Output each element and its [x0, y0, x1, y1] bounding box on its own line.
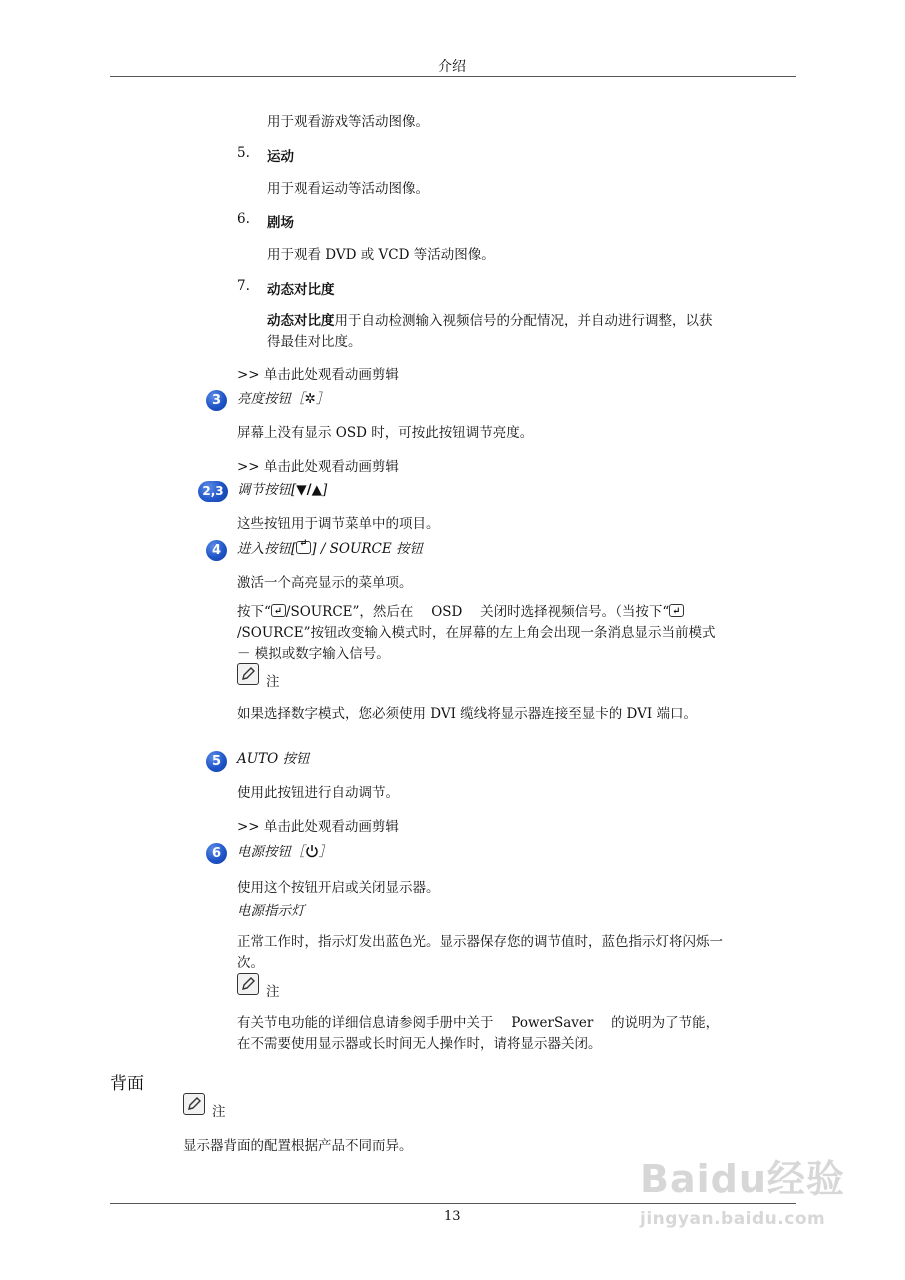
note-pencil-icon	[237, 663, 259, 685]
header-rule	[110, 76, 796, 77]
auto-title: AUTO 按钮	[237, 751, 310, 767]
list-item-number: 5.	[237, 145, 250, 161]
list-item-desc: 用于观看运动等活动图像。	[267, 181, 429, 197]
page-number: 13	[444, 1209, 461, 1224]
adjust-title: 调节按钮[▼/▲]	[237, 482, 328, 498]
note-label: 注	[266, 984, 280, 1000]
enter-desc-2: 按下“ ↵ /SOURCE”，然后在 OSD 关闭时选择视频信号。（当按下“ ↵ /SOURCE”按钮改变输入模式时，在屏幕的左上角会出现一条消息显示当前模式 － 模拟或数字输入信号。	[237, 604, 716, 662]
baidu-watermark	[640, 1148, 845, 1229]
down-up-arrows-icon: ▼/▲	[296, 482, 322, 498]
list-item-number: 7.	[237, 278, 250, 294]
enter-desc-1: 激活一个高亮显示的菜单项。	[237, 575, 413, 591]
power-title: 电源按钮［ ］	[237, 844, 332, 860]
power-desc: 使用这个按钮开启或关闭显示器。	[237, 880, 440, 896]
animation-link[interactable]: >> 单击此处观看动画剪辑	[237, 459, 399, 475]
note-label: 注	[212, 1104, 226, 1120]
power-note-text: 有关节电功能的详细信息请参阅手册中关于 PowerSaver 的说明为了节能，在不需要使用显示器或长时间无人操作时，请将显示器关闭。	[237, 1015, 720, 1052]
watermark-url: jingyan.baidu.com	[640, 1209, 826, 1229]
badge-2-3-icon: 2,3	[198, 481, 228, 502]
brightness-desc: 屏幕上没有显示 OSD 时，可按此按钮调节亮度。	[237, 425, 534, 441]
list-item-title: 剧场	[267, 215, 294, 231]
list-item-number: 6.	[237, 211, 250, 227]
badge-5-icon: 5	[206, 751, 227, 772]
page-header-title: 介绍	[438, 59, 466, 75]
sun-icon: ✲	[304, 391, 316, 407]
note-label: 注	[266, 674, 280, 690]
list-item-desc	[267, 311, 717, 353]
note-pencil-icon	[183, 1093, 205, 1115]
back-heading: 背面	[110, 1074, 144, 1094]
animation-link[interactable]: >> 单击此处观看动画剪辑	[237, 367, 399, 383]
power-indicator-title: 电源指示灯	[237, 903, 305, 919]
list-item-title: 动态对比度	[267, 282, 335, 298]
badge-6-icon: 6	[206, 843, 227, 864]
badge-3-icon: 3	[206, 390, 227, 411]
desc-text: 用于自动检测输入视频信号的分配情况，并自动进行调整，以获得最佳对比度。	[267, 313, 713, 350]
enter-icon: ↵	[271, 604, 286, 617]
enter-title: 进入按钮[ ↵ ] / SOURCE 按钮	[237, 538, 424, 557]
enter-note-text: 如果选择数字模式，您必须使用 DVI 缆线将显示器连接至显卡的 DVI 端口。	[237, 706, 698, 722]
list-item-title: 运动	[267, 149, 294, 165]
list-item-desc: 用于观看 DVD 或 VCD 等活动图像。	[267, 247, 495, 263]
list-intro-desc: 用于观看游戏等活动图像。	[267, 114, 429, 130]
enter-icon: ↵	[669, 604, 684, 617]
desc-bold-term: 动态对比度	[267, 313, 335, 329]
brightness-title: 亮度按钮［✲］	[237, 391, 330, 407]
auto-desc: 使用此按钮进行自动调节。	[237, 785, 399, 801]
watermark-logo: Baidu经验	[640, 1157, 845, 1201]
animation-link[interactable]: >> 单击此处观看动画剪辑	[237, 819, 399, 835]
badge-4-icon: 4	[206, 540, 227, 561]
power-icon	[305, 844, 319, 862]
power-indicator-desc: 正常工作时，指示灯发出蓝色光。显示器保存您的调节值时，蓝色指示灯将闪烁一次。	[237, 934, 723, 971]
adjust-desc: 这些按钮用于调节菜单中的项目。	[237, 516, 440, 532]
back-desc: 显示器背面的配置根据产品不同而异。	[183, 1138, 413, 1154]
enter-icon: ↵	[296, 541, 311, 554]
note-pencil-icon	[237, 973, 259, 995]
